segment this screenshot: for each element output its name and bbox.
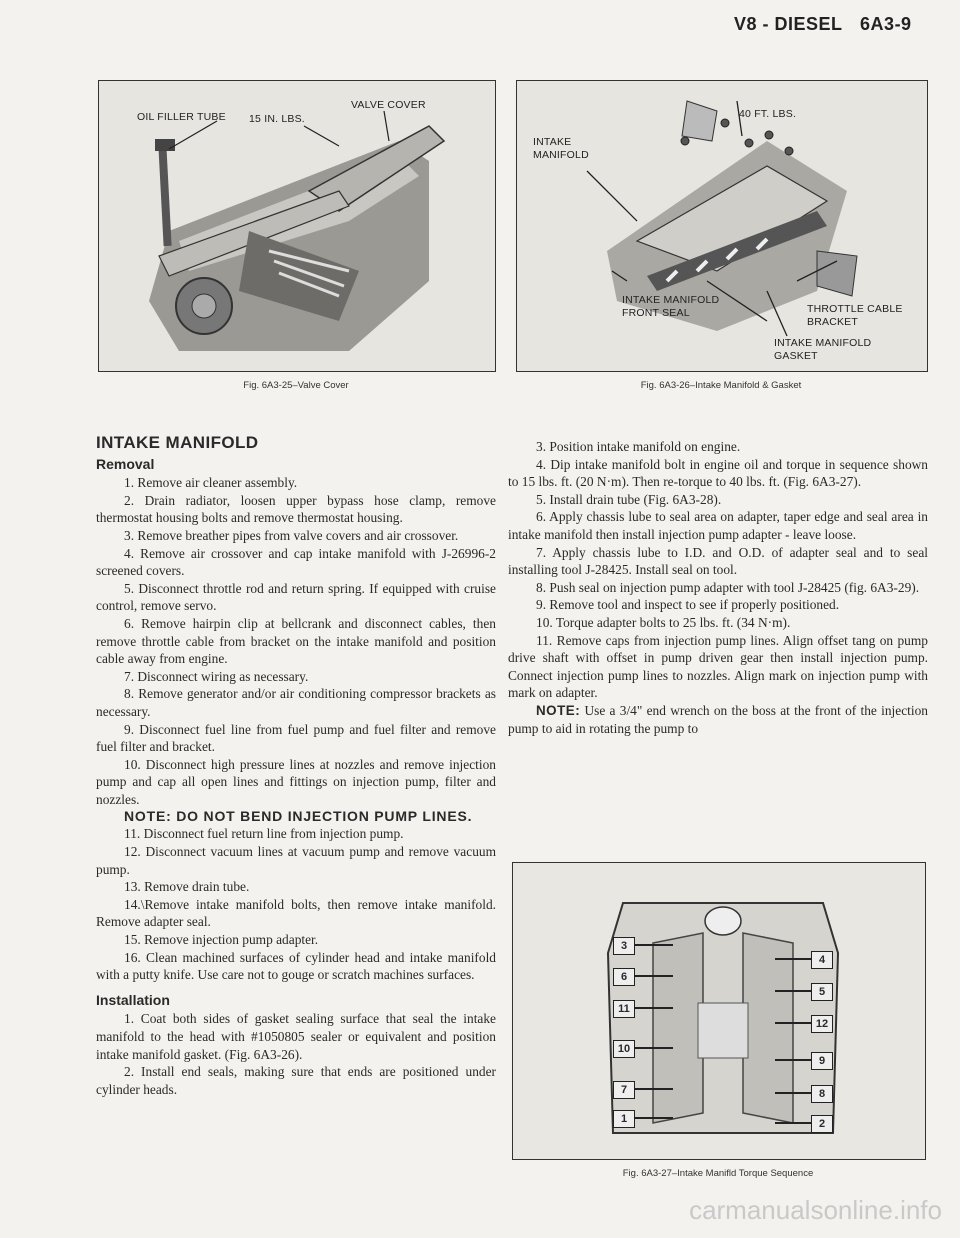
torque-sequence-illustration xyxy=(513,863,925,1159)
install-step: 8. Push seal on injection pump adapter with tool J-28425 (fig. 6A3-29). xyxy=(536,579,920,595)
torque-sequence-left-number: 7 xyxy=(613,1081,635,1099)
torque-sequence-right-number: 12 xyxy=(811,1015,833,1033)
removal-step: 2. Drain radiator, loosen upper bypass hose clamp, remove thermostat housing bolts and remove thermostat housing. xyxy=(96,492,496,526)
intake-manifold-illustration xyxy=(517,81,927,371)
removal-step: 4. Remove air crossover and cap intake manifold with J-26996-2 screened covers. xyxy=(96,545,496,579)
header-page-number: 6A3-9 xyxy=(860,14,912,34)
section-title: INTAKE MANIFOLD xyxy=(96,433,259,452)
right-column xyxy=(508,438,928,737)
figure-intake-manifold xyxy=(516,80,928,372)
removal-step: 5. Disconnect throttle rod and return spring. If equipped with cruise control, remove servo. xyxy=(96,580,496,614)
install-step: 7. Apply chassis lube to I.D. and O.D. of adapter seal and to seal installing tool J-28425. Install seal on tool. xyxy=(508,544,928,578)
label-front-seal-line1: INTAKE MANIFOLD xyxy=(622,294,720,306)
note-label: NOTE: xyxy=(536,702,581,718)
label-throttle-line1: THROTTLE CABLE xyxy=(807,303,903,315)
removal-step: 10. Disconnect high pressure lines at nozzles and remove injection pump and cap all open lines and fittings on injection pump, filter and nozzles. xyxy=(96,756,496,807)
figure-valve-cover xyxy=(98,80,496,372)
torque-sequence-right-number: 8 xyxy=(811,1085,833,1103)
label-front-seal-line2: FRONT SEAL xyxy=(622,307,690,319)
note-paragraph xyxy=(508,702,928,737)
figure-caption: Fig. 6A3-25–Valve Cover xyxy=(243,380,349,391)
label-valve-cover: VALVE COVER xyxy=(351,99,426,111)
warning-note: NOTE: DO NOT BEND INJECTION PUMP LINES. xyxy=(124,808,473,825)
subsection-removal: Removal xyxy=(96,455,155,472)
removal-step: 12. Disconnect vacuum lines at vacuum pump and remove vacuum pump. xyxy=(96,844,496,877)
removal-step: 6. Remove hairpin clip at bellcrank and disconnect cables, then remove throttle cable from bracket on the intake manifold and position cable away from engine. xyxy=(96,615,496,667)
install-step: 2. Install end seals, making sure that ends are positioned under cylinder heads. xyxy=(96,1064,496,1097)
install-step: 11. Remove caps from injection pump lines. Align offset tang on pump drive shaft with offset in pump driven gear then install injection pump. Connect injection pump lines to nozzles. Align mark on injection pump with mark on adapter. xyxy=(508,632,928,701)
install-step: 9. Remove tool and inspect to see if properly positioned. xyxy=(536,597,840,613)
label-torque-ft-lbs: 40 FT. LBS. xyxy=(739,108,797,120)
removal-step: 13. Remove drain tube. xyxy=(124,879,250,895)
note-text: Use a 3/4" end wrench on the boss at the front of the injection pump to aid in rotating the pump to xyxy=(508,702,928,736)
removal-step: 3. Remove breather pipes from valve covers and air crossover. xyxy=(124,527,459,543)
install-step: 10. Torque adapter bolts to 25 lbs. ft. (34 N·m). xyxy=(536,614,791,630)
page-header xyxy=(734,14,934,35)
watermark: carmanualsonline.info xyxy=(689,1195,942,1225)
torque-sequence-right-number: 2 xyxy=(811,1115,833,1133)
removal-step: 8. Remove generator and/or air conditioning compressor brackets as necessary. xyxy=(96,686,496,719)
label-torque-in-lbs: 15 IN. LBS. xyxy=(249,113,305,125)
label-intake: INTAKE xyxy=(533,136,572,148)
removal-step: 7. Disconnect wiring as necessary. xyxy=(124,668,309,684)
removal-step: 11. Disconnect fuel return line from injection pump. xyxy=(124,826,404,842)
removal-step: 16. Clean machined surfaces of cylinder head and intake manifold with a putty knife. Use care not to gouge or scratch machines surfaces. xyxy=(96,949,496,983)
left-column xyxy=(96,434,496,1098)
figure-caption: Fig. 6A3-26–Intake Manifold & Gasket xyxy=(640,380,802,391)
torque-sequence-left-number: 3 xyxy=(613,937,635,955)
removal-step: 15. Remove injection pump adapter. xyxy=(124,932,319,948)
figure-caption: Fig. 6A3-27–Intake Manifld Torque Sequence xyxy=(622,1168,814,1179)
install-step: 1. Coat both sides of gasket sealing surface that seal the intake manifold to the head with #1050805 sealer or equivalent and position intake manifold gasket. (Fig. 6A3-26). xyxy=(96,1011,496,1062)
torque-sequence-left-number: 1 xyxy=(613,1110,635,1128)
subsection-installation: Installation xyxy=(96,991,170,1008)
header-section: V8 - DIESEL xyxy=(734,14,843,34)
label-gasket-line1: INTAKE MANIFOLD xyxy=(774,337,872,349)
install-step: 3. Position intake manifold on engine. xyxy=(536,439,741,454)
label-gasket-line2: GASKET xyxy=(774,350,818,362)
torque-sequence-left-number: 10 xyxy=(613,1040,635,1058)
label-oil-filler-tube: OIL FILLER TUBE xyxy=(137,111,226,123)
label-throttle-line2: BRACKET xyxy=(807,316,858,328)
removal-step: 9. Disconnect fuel line from fuel pump and fuel filter and remove fuel filter and bracket. xyxy=(96,721,496,755)
torque-sequence-right-number: 5 xyxy=(811,983,833,1001)
torque-sequence-right-number: 9 xyxy=(811,1052,833,1070)
label-manifold: MANIFOLD xyxy=(533,149,589,161)
removal-step: 14.\Remove intake manifold bolts, then remove intake manifold. Remove adapter seal. xyxy=(96,896,496,930)
torque-sequence-left-number: 6 xyxy=(613,968,635,986)
torque-sequence-right-number: 4 xyxy=(811,951,833,969)
install-step: 5. Install drain tube (Fig. 6A3-28). xyxy=(536,491,722,507)
install-step: 4. Dip intake manifold bolt in engine oil and torque in sequence shown to 15 lbs. ft. (20 N·m). Then re-torque to 40 lbs. ft. (Fig. 6A3-27). xyxy=(508,456,928,490)
install-step: 6. Apply chassis lube to seal area on adapter, taper edge and seal area in intake manifold then install injection pump adapter - leave loose. xyxy=(508,509,928,542)
torque-sequence-left-number: 11 xyxy=(613,1000,635,1018)
figure-torque-sequence xyxy=(512,862,926,1160)
removal-step: 1. Remove air cleaner assembly. xyxy=(124,475,298,491)
